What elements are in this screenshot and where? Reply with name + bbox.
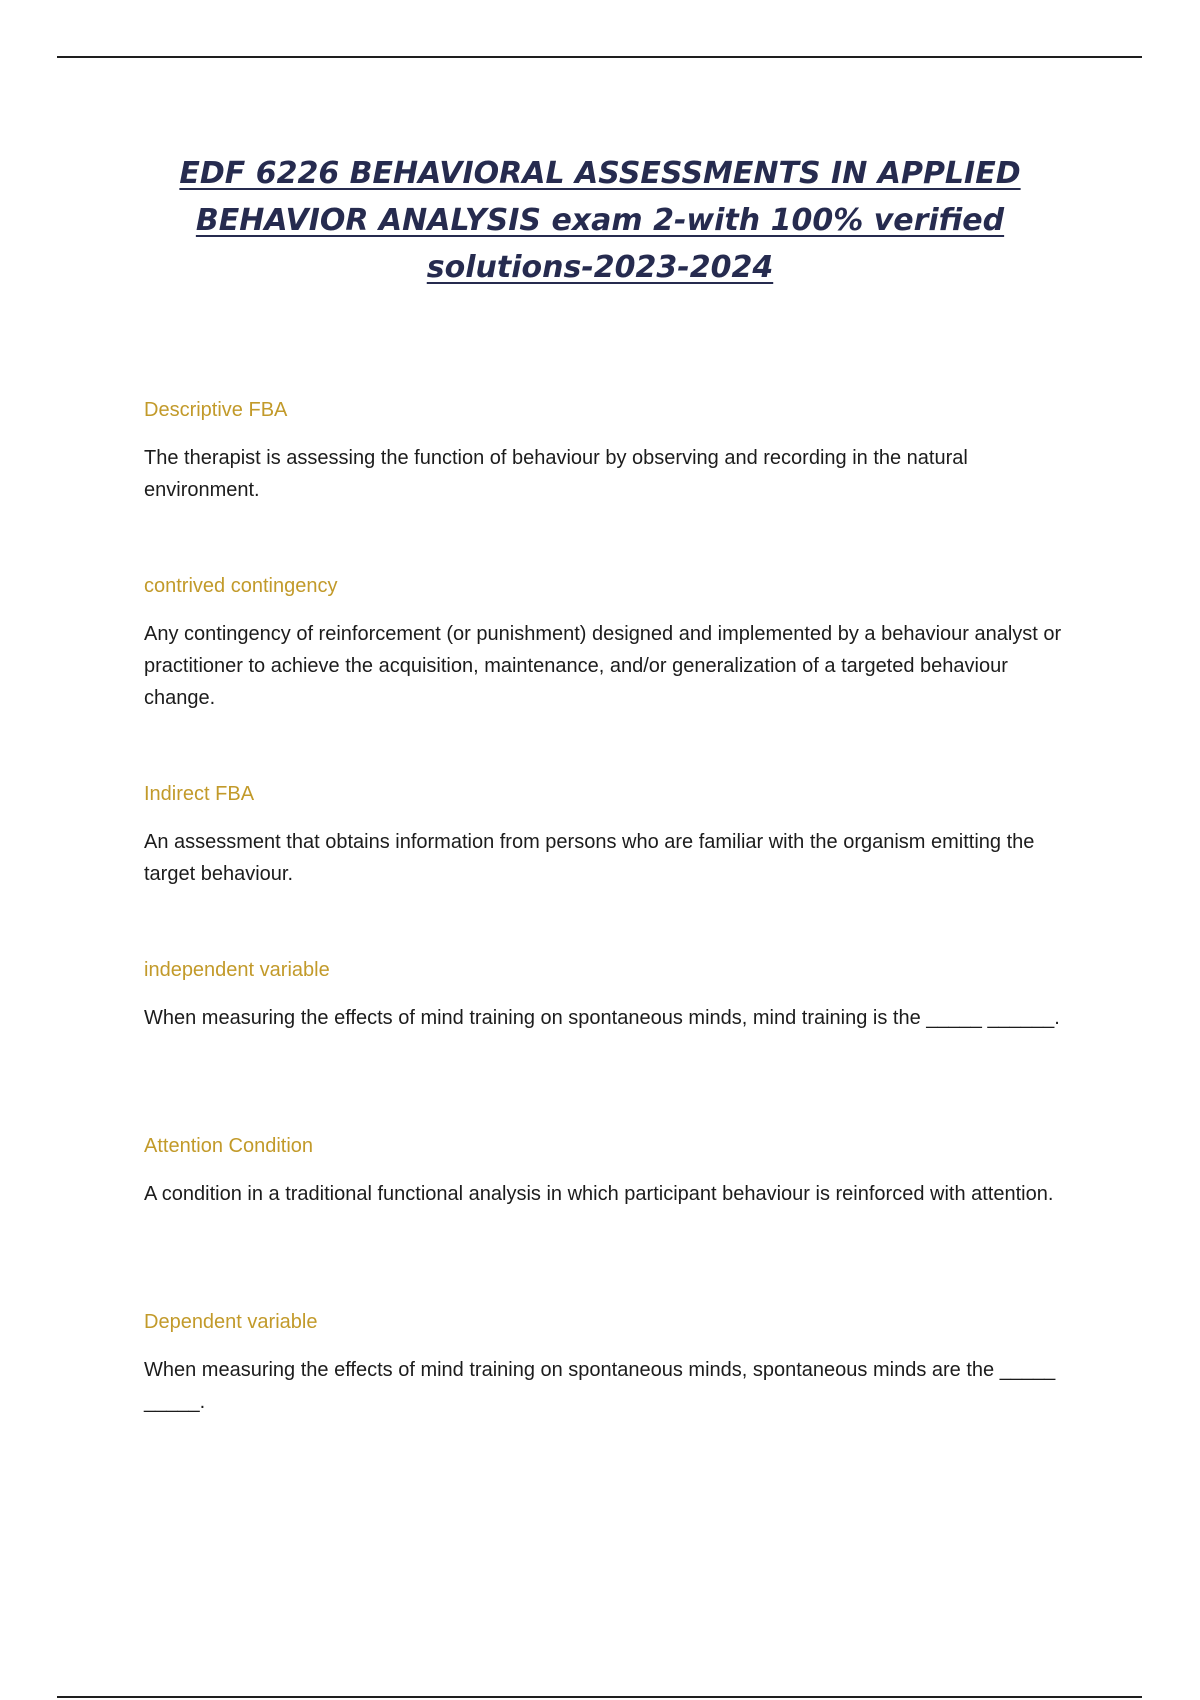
definition-text: The therapist is assessing the function of behaviour by observing and recording in the natural environment.: [144, 447, 968, 501]
flashcard-entry: [144, 398, 1064, 574]
term-label: Dependent variable: [144, 1311, 318, 1333]
document-title: EDF 6226 BEHAVIORAL ASSESSMENTS IN APPLIED BEHAVIOR ANALYSIS exam 2-with 100% verified solutions-2023-2024: [179, 156, 1021, 285]
definition-text: A condition in a traditional functional analysis in which participant behaviour is reinforced with attention.: [144, 1183, 1054, 1205]
term-label: contrived contingency: [144, 575, 338, 597]
term-label: Attention Condition: [144, 1135, 314, 1157]
term-label: independent variable: [144, 959, 330, 981]
flashcard-entry: [144, 1310, 1064, 1486]
definition-text: When measuring the effects of mind training on spontaneous minds, mind training is the _____ ______.: [144, 1007, 1060, 1029]
definition-text: When measuring the effects of mind training on spontaneous minds, spontaneous minds are the _____ _____.: [144, 1359, 1056, 1413]
flashcard-entry: [144, 574, 1064, 782]
flashcard-entry: [144, 958, 1064, 1134]
flashcard-list: [144, 398, 1064, 1486]
term-label: Indirect FBA: [144, 783, 255, 805]
flashcard-entry: [144, 1134, 1064, 1310]
bottom-rule: [57, 1696, 1142, 1698]
term-label: Descriptive FBA: [144, 399, 288, 421]
top-rule: [57, 56, 1142, 58]
flashcard-entry: [144, 782, 1064, 958]
definition-text: Any contingency of reinforcement (or punishment) designed and implemented by a behaviour analyst or practitioner to achieve the acquisition, maintenance, and/or generalization of a targeted behaviour change.: [144, 623, 1062, 709]
definition-text: An assessment that obtains information from persons who are familiar with the organism emitting the target behaviour.: [144, 831, 1035, 885]
